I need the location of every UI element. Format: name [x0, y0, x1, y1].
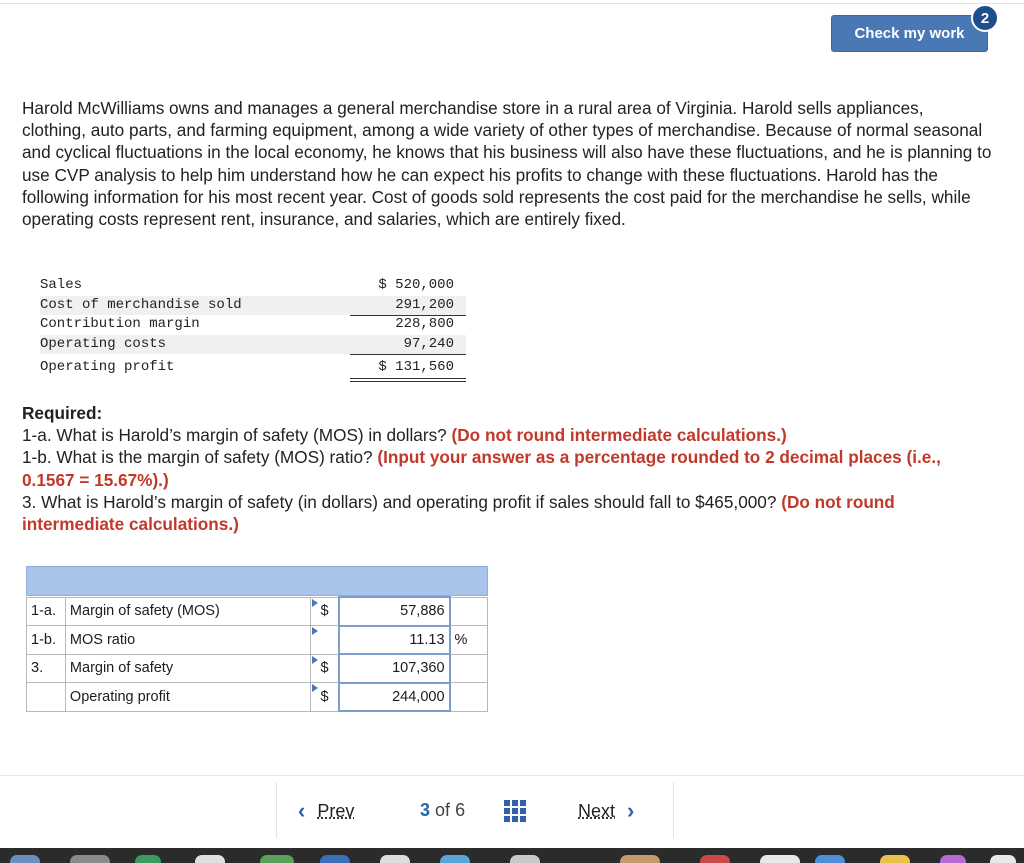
question-grid-icon[interactable]	[504, 800, 526, 822]
question-3	[22, 491, 997, 535]
answer-row	[27, 626, 488, 655]
problem-intro: Harold McWilliams owns and manages a general merchandise store in a rural area of Virginia. Harold sells appliances, clothing, auto parts, and farming equipment, among a wide variety of other types of merchandise. Because of normal seasonal and cyclical fluctuations in the local economy, he knows that his business will also have these fluctuations, and he is planning to use CVP analysis to help him understand how he can expect his profits to change with these fluctuations. Harold has the following information for his most recent year. Cost of goods sold represents the cost paid for the merchandise he sells, while operating costs represent rent, insurance, and salaries, which are entirely fixed.	[22, 98, 992, 230]
chevron-right-icon: ›	[627, 798, 635, 823]
chevron-left-icon: ‹	[298, 798, 306, 823]
row-label: Margin of safety	[65, 654, 310, 683]
row-label: Margin of safety (MOS)	[65, 597, 310, 626]
fin-label: Operating costs	[40, 335, 167, 352]
q1a-note: (Do not round intermediate calculations.)	[451, 425, 787, 446]
row-id: 1-b.	[27, 626, 66, 655]
fin-row-sales	[40, 276, 466, 296]
suffix-cell	[450, 654, 488, 683]
next-label: Next	[578, 800, 616, 821]
double-underline-bottom	[350, 381, 466, 382]
fin-value: 228,800	[395, 316, 454, 332]
of-label: of	[435, 800, 451, 820]
q1b-note: (Input your answer as a percentage rounded to 2 decimal places (i.e., 0.1567 = 15.67%).)	[22, 447, 941, 490]
flag-icon	[312, 656, 318, 664]
fin-label: Operating profit	[40, 359, 175, 375]
currency-symbol: $	[320, 688, 329, 705]
answer-table-header	[26, 566, 488, 596]
fin-label: Cost of merchandise sold	[40, 296, 242, 313]
answer-input-operating-profit[interactable]: 244,000	[339, 683, 450, 712]
page-indicator	[420, 800, 465, 821]
fin-label: Sales	[40, 277, 83, 293]
currency-cell	[311, 597, 339, 626]
currency-cell	[311, 654, 339, 683]
taskbar-strip	[0, 848, 1024, 863]
currency-cell	[311, 683, 339, 712]
suffix-cell	[450, 683, 488, 712]
answer-row	[27, 654, 488, 683]
currency-symbol: $	[320, 660, 329, 677]
fin-label: Contribution margin	[40, 316, 200, 332]
question-1a	[22, 424, 997, 446]
row-label: Operating profit	[65, 683, 310, 712]
flag-icon	[312, 599, 318, 607]
answer-input-mos-465k[interactable]: 107,360	[339, 654, 450, 683]
fin-row-operating-costs	[40, 335, 466, 355]
flag-icon	[312, 684, 318, 692]
current-page: 3	[420, 800, 431, 820]
question-1b	[22, 446, 997, 490]
row-id: 3.	[27, 654, 66, 683]
q1b-text: 1-b. What is the margin of safety (MOS) ratio?	[22, 447, 373, 468]
financial-statement	[40, 276, 466, 380]
fin-value: $ 520,000	[378, 277, 454, 293]
fin-value: 291,200	[395, 296, 454, 313]
row-label: MOS ratio	[65, 626, 310, 655]
row-id: 1-a.	[27, 597, 66, 626]
q3-note: (Do not round intermediate calculations.)	[22, 491, 895, 535]
double-underline-top	[350, 378, 466, 379]
answer-row	[27, 683, 488, 712]
fin-value: 97,240	[403, 335, 454, 352]
q3-text: 3. What is Harold’s margin of safety (in dollars) and operating profit if sales should fall to $465,000?	[22, 491, 777, 512]
fin-row-contribution	[40, 315, 466, 335]
fin-row-operating-profit	[40, 358, 466, 380]
footer-divider	[0, 775, 1024, 776]
nav-separator	[673, 782, 674, 838]
q1a-text: 1-a. What is Harold’s margin of safety (MOS) in dollars?	[22, 425, 447, 446]
currency-symbol: $	[320, 603, 329, 620]
required-section	[22, 402, 997, 535]
total-pages: 6	[455, 800, 466, 820]
top-divider	[0, 3, 1024, 4]
underline	[350, 354, 466, 355]
suffix-cell: %	[450, 626, 488, 655]
answer-row	[27, 597, 488, 626]
flag-icon	[312, 627, 318, 635]
check-my-work-button[interactable]: Check my work	[831, 15, 988, 52]
answer-input-mos-dollars[interactable]: 57,886	[339, 597, 450, 626]
fin-row-cogs	[40, 296, 466, 316]
attempts-badge: 2	[971, 4, 999, 32]
answer-grid	[26, 596, 488, 712]
prev-button[interactable]	[298, 798, 354, 824]
prev-label: Prev	[317, 800, 355, 821]
suffix-cell	[450, 597, 488, 626]
nav-separator	[276, 782, 277, 838]
answer-table	[26, 566, 488, 712]
row-id	[27, 683, 66, 712]
next-button[interactable]	[578, 798, 634, 824]
fin-value: $ 131,560	[378, 359, 454, 375]
currency-cell	[311, 626, 339, 655]
answer-input-mos-ratio[interactable]: 11.13	[339, 626, 450, 655]
required-title: Required:	[22, 403, 103, 423]
